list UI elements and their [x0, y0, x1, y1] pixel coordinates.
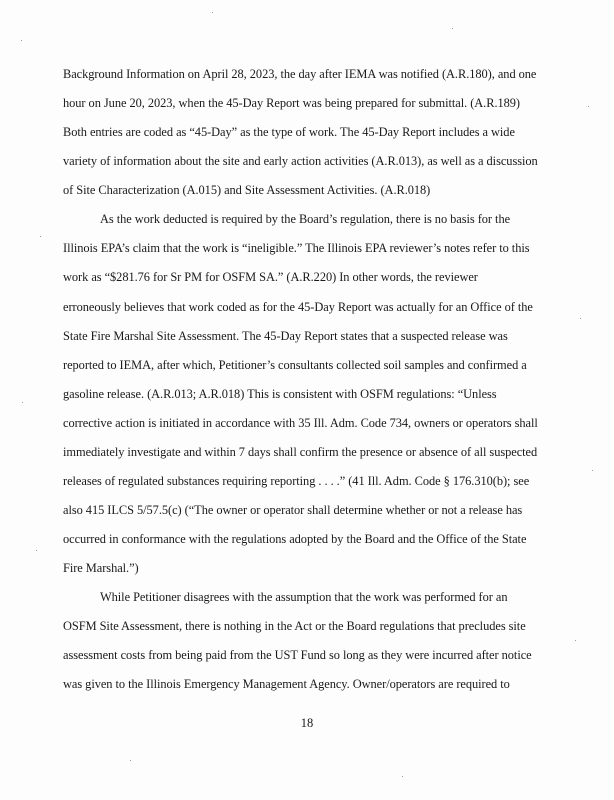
scan-speck: [592, 470, 593, 471]
text-line: State Fire Marshal Site Assessment. The 45-Day Report states that a suspected release was: [63, 329, 508, 343]
text-line: variety of information about the site and early action activities (A.R.013), as well as a discussion: [63, 154, 538, 168]
text-line: work as “$281.76 for Sr PM for OSFM SA.” (A.R.220) In other words, the reviewer: [63, 270, 478, 284]
text-line: Background Information on April 28, 2023, the day after IEMA was notified (A.R.180), and one: [63, 67, 537, 81]
text-line: was given to the Illinois Emergency Management Agency. Owner/operators are required to: [63, 677, 510, 691]
text-line: occurred in conformance with the regulations adopted by the Board and the Office of the State: [63, 532, 527, 546]
text-line: erroneously believes that work coded as for the 45-Day Report was actually for an Office of the: [63, 300, 533, 314]
scan-speck: [402, 776, 403, 777]
text-line: also 415 ILCS 5/57.5(c) (“The owner or operator shall determine whether or not a release has: [63, 503, 523, 517]
text-line: Illinois EPA’s claim that the work is “ineligible.” The Illinois EPA reviewer’s notes refer to this: [63, 241, 530, 255]
scan-speck: [452, 28, 453, 29]
text-line: reported to IEMA, after which, Petitioner’s consultants collected soil samples and confirmed a: [63, 358, 527, 372]
scan-speck: [575, 640, 576, 641]
scan-speck: [580, 318, 581, 319]
scan-speck: [130, 760, 131, 761]
scan-speck: [21, 40, 22, 41]
scan-speck: [22, 402, 23, 403]
scan-speck: [212, 12, 213, 13]
paragraph-first-line: As the work deducted is required by the Board’s regulation, there is no basis for the: [100, 212, 511, 226]
text-line: releases of regulated substances requiring reporting . . . .” (41 Ill. Adm. Code § 176.310(b); see: [63, 474, 530, 488]
text-line: Fire Marshal.”): [63, 561, 139, 575]
scan-speck: [36, 550, 37, 551]
text-line: assessment costs from being paid from the UST Fund so long as they were incurred after notice: [63, 648, 532, 662]
text-line: OSFM Site Assessment, there is nothing in the Act or the Board regulations that precludes site: [63, 619, 526, 633]
text-line: gasoline release. (A.R.013; A.R.018) This is consistent with OSFM regulations: “Unless: [63, 387, 497, 401]
scan-speck: [588, 106, 589, 107]
text-line: hour on June 20, 2023, when the 45-Day Report was being prepared for submittal. (A.R.189): [63, 96, 521, 110]
text-line: immediately investigate and within 7 days shall confirm the presence or absence of all suspected: [63, 445, 538, 459]
paragraph-first-line: While Petitioner disagrees with the assumption that the work was performed for an: [100, 590, 508, 604]
text-line: of Site Characterization (A.015) and Site Assessment Activities. (A.R.018): [63, 183, 431, 197]
text-line: corrective action is initiated in accordance with 35 Ill. Adm. Code 734, owners or operators shall: [63, 416, 538, 430]
text-line: Both entries are coded as “45-Day” as the type of work. The 45-Day Report includes a wide: [63, 125, 515, 139]
page-number: 18: [300, 716, 314, 730]
scan-speck: [40, 236, 41, 237]
